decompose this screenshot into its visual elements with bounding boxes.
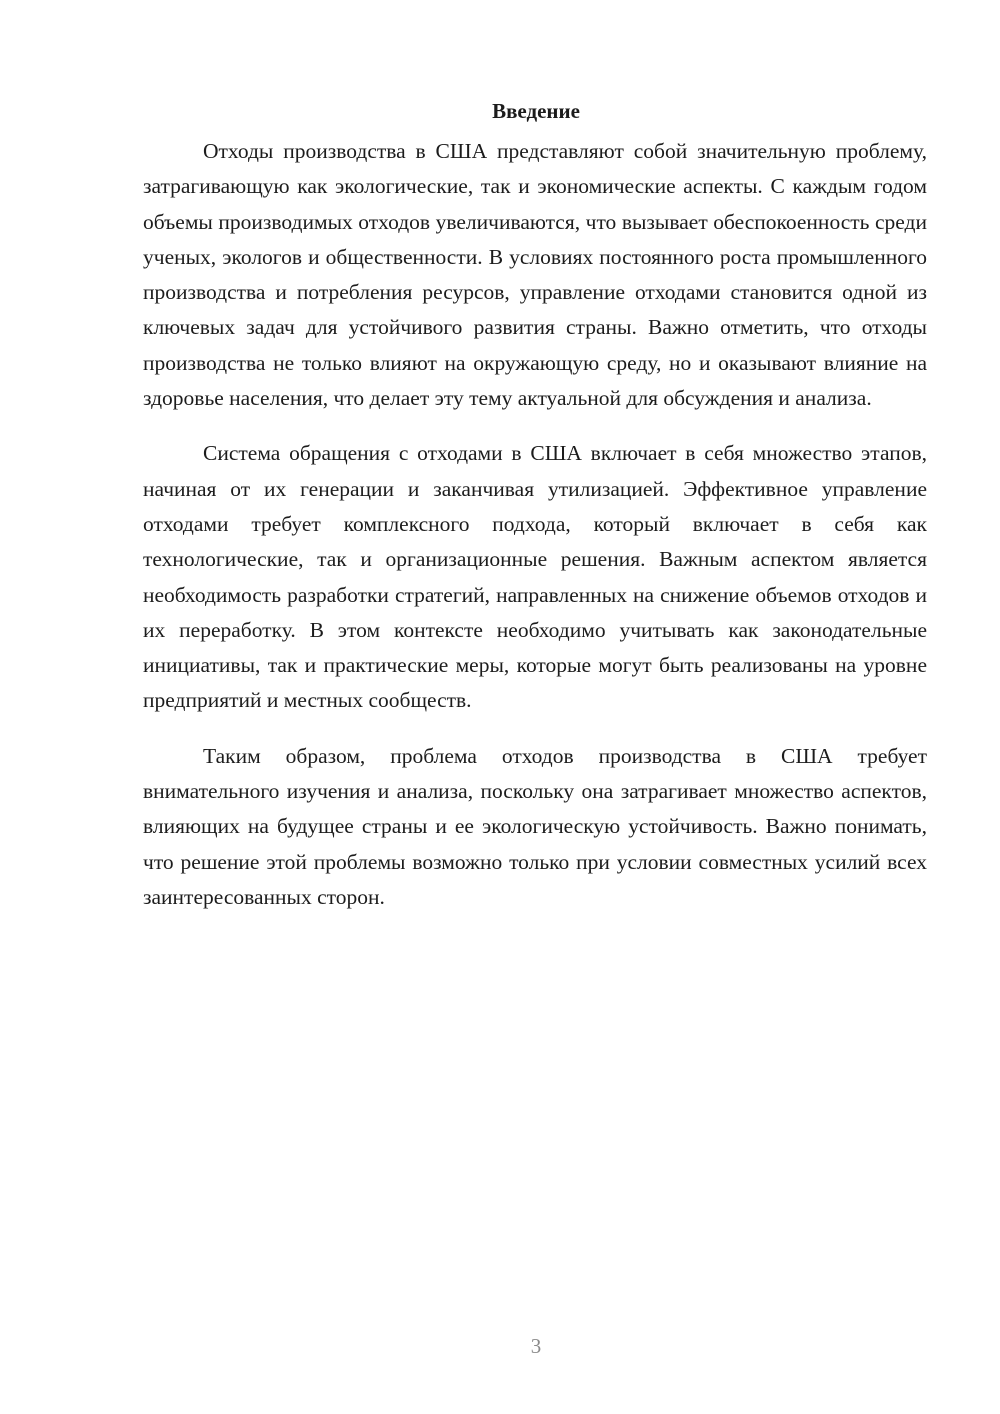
section-heading: Введение	[492, 99, 580, 123]
paragraph-2: Система обращения с отходами в США включает в себя множество этапов, начиная от их генерации и заканчивая утилизацией. Эффективное управление отходами требует комплексного подхода, который включает в себя как технологические, так и организационные решения. Важным аспектом является необходимость разработки стратегий, направленных на снижение объемов отходов и их переработку. В этом контексте необходимо учитывать как законодательные инициативы, так и практические меры, которые могут быть реализованы на уровне предприятий и местных сообществ.	[143, 441, 927, 713]
document-body	[143, 96, 927, 915]
page-number: 3	[530, 1334, 542, 1358]
paragraph-1: Отходы производства в США представляют собой значительную проблему, затрагивающую как экологические, так и экономические аспекты. С каждым годом объемы производимых отходов увеличиваются, что вызывает обеспокоенность среди ученых, экологов и общественности. В условиях постоянного роста промышленного производства и потребления ресурсов, управление отходами становится одной из ключевых задач для устойчивого развития страны. Важно отметить, что отходы производства не только влияют на окружающую среду, но и оказывают влияние на здоровье населения, что делает эту тему актуальной для обсуждения и анализа.	[143, 139, 927, 411]
paragraph-3: Таким образом, проблема отходов производства в США требует внимательного изучения и анализа, поскольку она затрагивает множество аспектов, влияющих на будущее страны и ее экологическую устойчивость. Важно понимать, что решение этой проблемы возможно только при условии совместных усилий всех заинтересованных сторон.	[143, 743, 927, 909]
